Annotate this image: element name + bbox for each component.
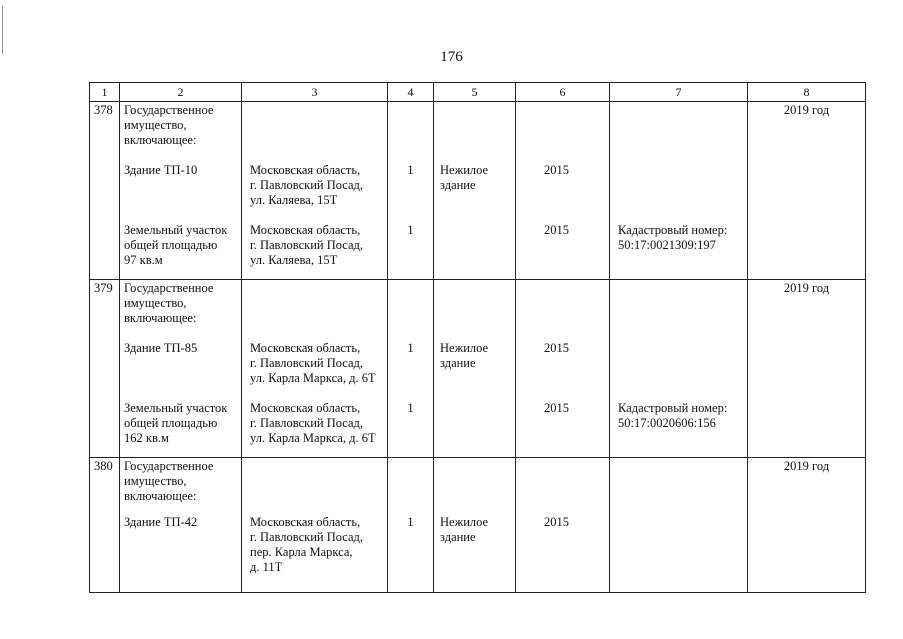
year-built-cell xyxy=(516,280,610,458)
record-year: 2019 год xyxy=(783,281,830,296)
column-number: 3 xyxy=(242,83,388,102)
record-number: 379 xyxy=(94,281,113,296)
column-number-row xyxy=(90,83,866,102)
item-address: Московская область, г. Павловский Посад, ул. Карла Маркса, д. 6Т xyxy=(250,401,376,446)
record-number: 378 xyxy=(94,103,113,118)
column-number: 5 xyxy=(434,83,516,102)
table-row xyxy=(90,458,866,593)
record-title: Государственное имущество, включающее: xyxy=(124,459,214,504)
item-address: Московская область, г. Павловский Посад, ул. Каляева, 15Т xyxy=(250,163,364,208)
item-name: Здание ТП-10 xyxy=(124,163,198,178)
item-address: Московская область, г. Павловский Посад, ул. Каляева, 15Т xyxy=(250,223,364,268)
record-number-cell xyxy=(90,458,120,593)
property-name-cell xyxy=(120,280,242,458)
item-quantity: 1 xyxy=(407,341,414,356)
column-number: 4 xyxy=(388,83,434,102)
cadastral-cell xyxy=(610,458,748,593)
item-quantity: 1 xyxy=(407,515,414,530)
item-year-built: 2015 xyxy=(544,223,569,238)
quantity-cell xyxy=(388,280,434,458)
record-year: 2019 год xyxy=(783,103,830,118)
cadastral-cell xyxy=(610,102,748,280)
column-number: 1 xyxy=(90,83,120,102)
item-address: Московская область, г. Павловский Посад, пер. Карла Маркса, д. 11Т xyxy=(250,515,364,575)
item-year-built: 2015 xyxy=(544,401,569,416)
column-number: 8 xyxy=(748,83,866,102)
record-title: Государственное имущество, включающее: xyxy=(124,103,214,148)
item-type: Нежилое здание xyxy=(440,163,489,193)
year-cell xyxy=(748,458,866,593)
item-year-built: 2015 xyxy=(544,341,569,356)
item-quantity: 1 xyxy=(407,401,414,416)
item-address: Московская область, г. Павловский Посад, ул. Карла Маркса, д. 6Т xyxy=(250,341,376,386)
item-type: Нежилое здание xyxy=(440,515,489,545)
year-built-cell xyxy=(516,102,610,280)
address-cell xyxy=(242,102,388,280)
property-type-cell xyxy=(434,280,516,458)
table-row xyxy=(90,102,866,280)
item-year-built: 2015 xyxy=(544,163,569,178)
record-number: 380 xyxy=(94,459,113,474)
page-number: 176 xyxy=(440,49,463,65)
item-quantity: 1 xyxy=(407,163,414,178)
property-register-table xyxy=(89,82,866,593)
year-cell xyxy=(748,280,866,458)
column-number: 7 xyxy=(610,83,748,102)
address-cell xyxy=(242,458,388,593)
item-cadastral: Кадастровый номер: 50:17:0020606:156 xyxy=(618,401,728,431)
item-name: Здание ТП-85 xyxy=(124,341,198,356)
record-number-cell xyxy=(90,280,120,458)
item-name: Земельный участок общей площадью 97 кв.м xyxy=(124,223,228,268)
address-cell xyxy=(242,280,388,458)
quantity-cell xyxy=(388,102,434,280)
column-number: 6 xyxy=(516,83,610,102)
scan-margin-line xyxy=(2,6,3,54)
item-name: Здание ТП-42 xyxy=(124,515,198,530)
year-built-cell xyxy=(516,458,610,593)
item-type: Нежилое здание xyxy=(440,341,489,371)
cadastral-cell xyxy=(610,280,748,458)
table-row xyxy=(90,280,866,458)
record-year: 2019 год xyxy=(783,459,830,474)
item-quantity: 1 xyxy=(407,223,414,238)
item-name: Земельный участок общей площадью 162 кв.м xyxy=(124,401,228,446)
item-year-built: 2015 xyxy=(544,515,569,530)
property-name-cell xyxy=(120,458,242,593)
property-type-cell xyxy=(434,102,516,280)
quantity-cell xyxy=(388,458,434,593)
year-cell xyxy=(748,102,866,280)
property-name-cell xyxy=(120,102,242,280)
item-cadastral: Кадастровый номер: 50:17:0021309:197 xyxy=(618,223,728,253)
record-title: Государственное имущество, включающее: xyxy=(124,281,214,326)
property-type-cell xyxy=(434,458,516,593)
record-number-cell xyxy=(90,102,120,280)
column-number: 2 xyxy=(120,83,242,102)
